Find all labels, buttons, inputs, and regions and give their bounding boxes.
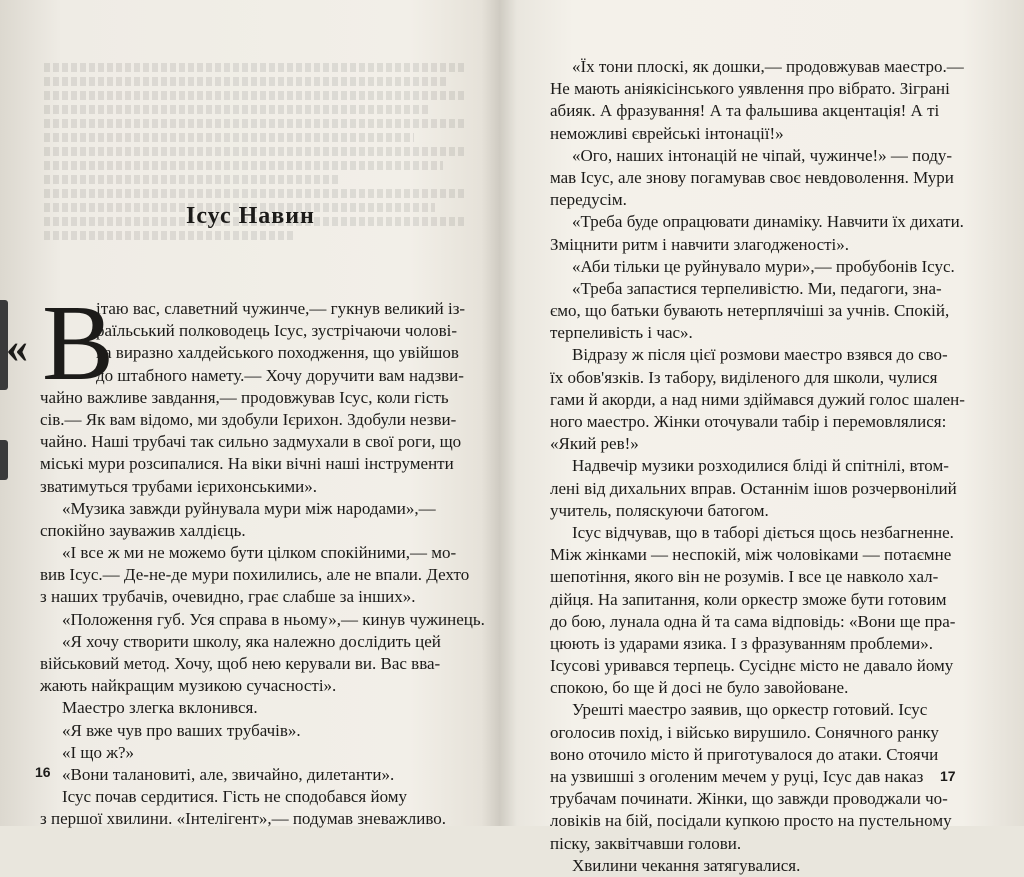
text-line: ка виразно халдейського походження, що увійшов (96, 343, 459, 363)
text-line: «Який рев!» (550, 434, 639, 454)
text-line: абияк. А фразування! А та фальшива акцентація! А ті (550, 101, 940, 121)
text-line: воно оточило місто й приготувалося до атаки. Стоячи (550, 744, 939, 764)
text-line: оголосив похід, і військо вирушило. Сонячного ранку (550, 722, 939, 742)
left-page (0, 0, 498, 829)
right-page (500, 0, 1024, 875)
text-line: чайно важливе завдання,— продовжував Ісус, коли гість (40, 387, 449, 407)
text-line: Зміцнити ритм і навчити злагодженості». (550, 234, 850, 254)
text-line: сів.— Як вам відомо, ми здобули Ієрихон. Здобули незви- (40, 409, 457, 429)
text-line: з наших трубачів, очевидно, грає слабше за інших». (40, 587, 416, 607)
text-line: трубачам починати. Жінки, що завжди проводжали чо- (550, 789, 948, 809)
text-line: Відразу ж після цієї розмови маестро взявся до сво- (572, 345, 948, 365)
text-line: «Вони талановиті, але, звичайно, дилетанти». (62, 764, 395, 784)
text-line: Маестро злегка вклонився. (62, 698, 258, 718)
text-line: піску, заквітчавши голови. (550, 833, 742, 853)
text-line: на узвишші з оголеним мечем у руці, Ісус дав наказ (550, 767, 924, 786)
text-line: «Треба запастися терпеливістю. Ми, педагоги, зна- (572, 278, 942, 298)
text-line: учитель, поляскуючи батогом. (550, 500, 769, 520)
text-line: до штабного намету.— Хочу доручити вам надзви- (96, 365, 464, 385)
text-line: Ісусові уривався терпець. Сусіднє місто не давало йому (550, 656, 954, 676)
page-number-left: 16 (35, 764, 51, 780)
text-line: Не мають аніякісінського уявлення про вібрато. Зіграні (550, 79, 950, 99)
text-line: «Треба буде опрацювати динаміку. Навчити їх дихати. (572, 212, 964, 232)
text-line: ного маестро. Жінки оточували табір і перемовлялися: (550, 412, 947, 431)
text-line: Ісус почав сердитися. Гість не сподобався йому (62, 787, 408, 807)
text-line: «І все ж ми не можемо бути цілком спокійними,— мо- (62, 543, 457, 563)
chapter-title: Ісус Навин (186, 203, 315, 229)
text-line: вив Ісус.— Де-не-де мури похилились, але не впали. Дехто (40, 565, 470, 585)
text-line: «Я хочу створити школу, яка належно дослідить цей (62, 631, 441, 651)
right-page-text (550, 56, 970, 877)
text-line: до бою, лунала одна й та сама відповідь: «Вони ще пра- (550, 611, 956, 631)
text-line: зватимуться трубами ієрихонськими». (40, 476, 318, 496)
drop-cap: В (42, 284, 115, 403)
text-line: «Положення губ. Уся справа в ньому»,— кинув чужинець. (62, 609, 485, 629)
text-line: раїльський полководець Ісус, зустрічаючи чолові- (96, 321, 458, 341)
text-line: спокійно зауважив халдієць. (40, 520, 246, 540)
text-line: з першої хвилини. «Інтелігент»,— подумав зневажливо. (40, 809, 447, 829)
text-line: лені від дихальних вправ. Останнім ішов розчервонілий (550, 478, 957, 498)
text-line: шепотіння, якого він не розумів. І все це навколо хал- (550, 567, 939, 587)
text-line: «Аби тільки це руйнувало мури»,— пробубонів Ісус. (572, 256, 955, 276)
text-line: спокою, бо ще й досі не було завойоване. (550, 678, 849, 698)
text-line: Урешті маестро заявив, що оркестр готовий. Ісус (572, 700, 928, 720)
text-line: їх обов'язків. Із табору, виділеного для школи, чулися (550, 367, 938, 387)
text-line: Між жінками — неспокій, між чоловіками — потаємне (550, 545, 952, 565)
text-line: жають найкращим музикою сучасності». (40, 676, 337, 696)
text-line: Хвилини чекання затягувалися. (572, 855, 801, 875)
text-line: терпеливість і час». (550, 323, 693, 343)
text-line: «Їх тони плоскі, як дошки,— продовжував маестро.— (572, 57, 964, 76)
text-line: ловіків на бій, посідали купкою просто на пустельному (550, 811, 952, 831)
text-line: передусім. (550, 190, 627, 210)
text-line: міські мури розсипалися. На віки вічні наші інструменти (40, 454, 454, 474)
text-line: Надвечір музики розходилися бліді й спітнілі, втом- (572, 456, 949, 476)
text-line: ітаю вас, славетний чужинче,— гукнув великий із- (96, 299, 466, 318)
page-edge-tab (0, 440, 8, 480)
text-line: цюють із ударами язика. І з фразуванням проблеми». (550, 633, 933, 653)
text-line: дійця. На запитання, коли оркестр зможе бути готовим (550, 589, 947, 609)
text-line: гами й акорди, а над ними здіймався дужий голос шален- (550, 389, 965, 409)
text-line: чайно. Наші трубачі так сильно задмухали в свої роги, що (40, 432, 462, 452)
left-page-text (40, 298, 485, 831)
text-line: «І що ж?» (62, 742, 135, 762)
text-line: неможливі єврейські інтонації!» (550, 123, 784, 143)
text-line: «Я вже чув про ваших трубачів». (62, 720, 301, 740)
text-line: «Ого, наших інтонацій не чіпай, чужинче!» — поду- (572, 145, 953, 165)
text-line: мав Ісус, але знову погамував своє невдоволення. Мури (550, 167, 954, 187)
text-line: військовий метод. Хочу, щоб нею керували ви. Вас вва- (40, 654, 441, 673)
opening-quote-mark: « (6, 323, 28, 372)
text-line: Ісус відчував, що в таборі діється щось незбагненне. (572, 522, 954, 542)
text-line: ємо, що батьки бувають нетерплячіші за учнів. Спокій, (550, 301, 950, 321)
page-number-right: 17 (940, 768, 956, 784)
text-line: «Музика завжди руйнувала мури між народами»,— (62, 498, 436, 518)
